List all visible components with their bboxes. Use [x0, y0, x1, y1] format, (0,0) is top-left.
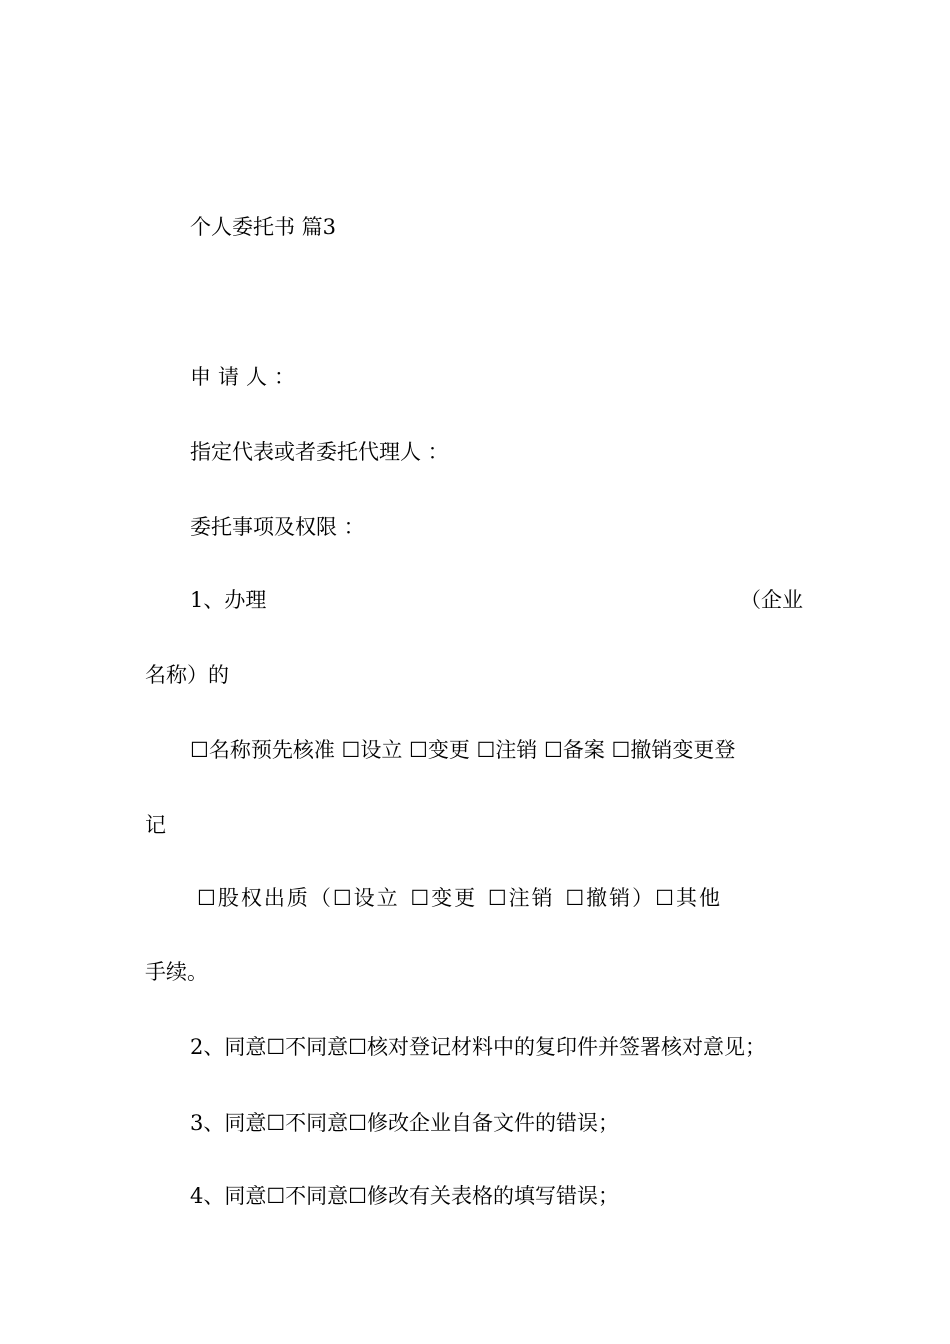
item3-text: 3、同意☐不同意☐修改企业自备文件的错误； — [190, 1111, 620, 1135]
item1-prefix: 1、办理 — [190, 588, 267, 612]
registration-options-line: ☐名称预先核准 ☐设立 ☐变更 ☐注销 ☐备案 ☐撤销变更登 — [190, 738, 736, 762]
document-title: 个人委托书 篇3 — [190, 215, 337, 239]
scope-label: 委托事项及权限 ： — [190, 515, 365, 539]
agent-label: 指定代表或者委托代理人 ： — [190, 440, 449, 464]
item1-continuation: 名称）的 — [145, 663, 229, 687]
registration-options-continuation: 记 — [145, 813, 166, 837]
applicant-label: 申请人： — [190, 365, 302, 389]
item4-text: 4、同意☐不同意☐修改有关表格的填写错误； — [190, 1184, 620, 1208]
equity-pledge-options-continuation: 手续。 — [145, 960, 208, 984]
equity-pledge-options-line: ☐股权出质（☐设立 ☐变更 ☐注销 ☐撤销）☐其他 — [197, 886, 722, 910]
item2-text: 2、同意☐不同意☐核对登记材料中的复印件并签署核对意见； — [190, 1035, 767, 1059]
item1-suffix: （企业 — [740, 588, 803, 612]
